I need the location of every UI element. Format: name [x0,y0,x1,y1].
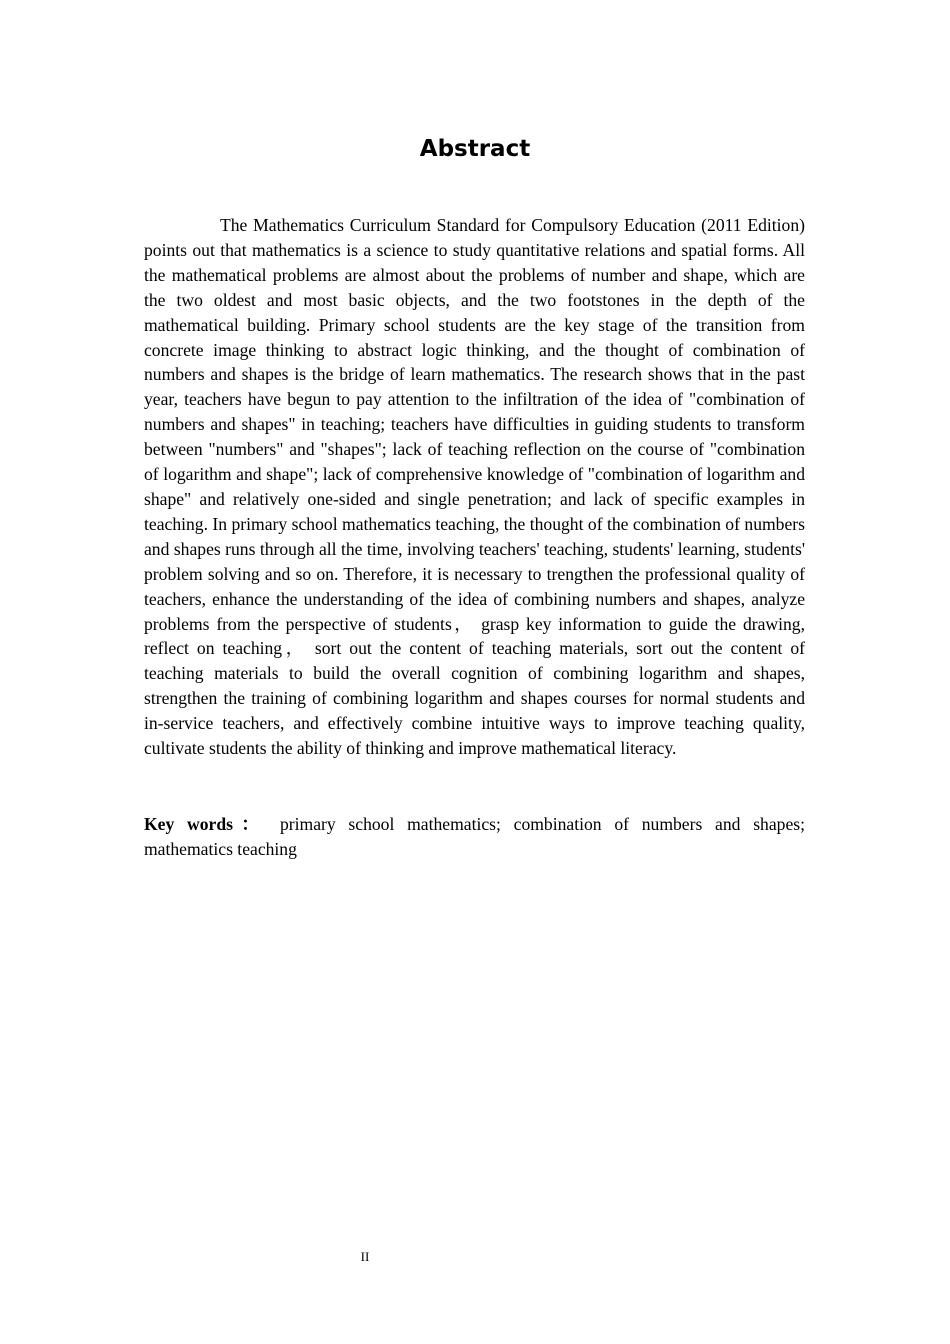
page-number: II [360,1249,370,1264]
keywords-paragraph [144,812,805,862]
abstract-body: The Mathematics Curriculum Standard for Compulsory Education (2011 Edition) points out that mathematics is a science to study quantitative relations and spatial forms. All the mathematical problems are almost about the problems of number and shape, which are the two oldest and most basic objects, and the two footstones in the depth of the mathematical building. Primary school students are the key stage of the transition from concrete image thinking to abstract logic thinking, and the thought of combination of numbers and shapes is the bridge of learn mathematics. The research shows that in the past year, teachers have begun to pay attention to the infiltration of the idea of "combination of numbers and shapes" in teaching; teachers have difficulties in guiding students to transform between "numbers" and "shapes"; lack of teaching reflection on the course of "combination of logarithm and shape"; lack of comprehensive knowledge of "combination of logarithm and shape" and relatively one-sided and single penetration; and lack of specific examples in teaching. In primary school mathematics teaching, the thought of the combination of numbers and shapes runs through all the time, involving teachers' teaching, students' learning, students' problem solving and so on. Therefore, it is necessary to trengthen the professional quality of teachers, enhance the understanding of the idea of combining numbers and shapes, analyze problems from the perspective of students， grasp key information to guide the drawing, reflect on teaching， sort out the content of teaching materials, sort out the content of teaching materials to build the overall cognition of combining logarithm and shapes, strengthen the training of combining logarithm and shapes courses for normal students and in-service teachers, and effectively combine intuitive ways to improve teaching quality, cultivate students the ability of thinking and improve mathematical literacy. [144,215,805,759]
keywords-label: Key words： [144,814,268,834]
abstract-title: Abstract [419,136,531,162]
keywords-text: primary school mathematics; combination of numbers and shapes; mathematics teaching [144,814,805,859]
